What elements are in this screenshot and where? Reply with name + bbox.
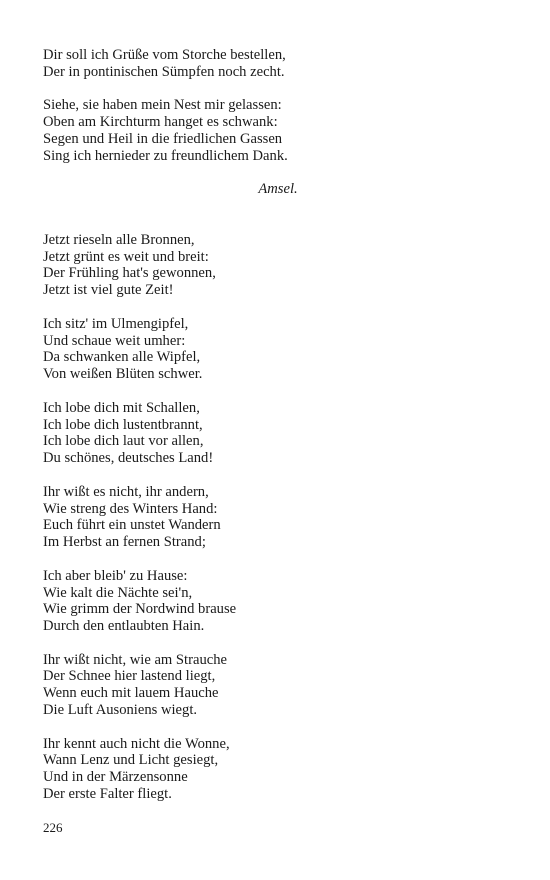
verse-line: Der Frühling hat's gewonnen, <box>43 265 216 282</box>
verse-line: Ihr wißt es nicht, ihr andern, <box>43 483 209 500</box>
stanza <box>43 652 513 719</box>
verse-line: Siehe, sie haben mein Nest mir gelassen: <box>43 97 282 114</box>
verse-line: Von weißen Blüten schwer. <box>43 366 203 383</box>
verse-line: Wie grimm der Nordwind brause <box>43 601 237 618</box>
verse-line: Und schaue weit umher: <box>43 332 186 349</box>
verse-line: Sing ich hernieder zu freundlichem Dank. <box>43 147 288 164</box>
stanza <box>43 568 513 635</box>
verse-line: Ich lobe dich mit Schallen, <box>43 399 200 416</box>
verse-line: Ihr wißt nicht, wie am Strauche <box>43 651 227 668</box>
stanza <box>43 736 513 803</box>
verse-line: Der Schnee hier lastend liegt, <box>43 668 216 685</box>
verse-line: Durch den entlaubten Hain. <box>43 618 205 635</box>
verse-line: Oben am Kirchturm hanget es schwank: <box>43 114 278 131</box>
verse-line: Wie kalt die Nächte sei'n, <box>43 584 193 601</box>
verse-line: Ich lobe dich lustentbrannt, <box>43 416 203 433</box>
verse-line: Der in pontinischen Sümpfen noch zecht. <box>43 63 285 80</box>
poem-heading: Amsel. <box>258 181 298 198</box>
verse-line: Ich aber bleib' zu Hause: <box>43 567 188 584</box>
verse-line: Jetzt grünt es weit und breit: <box>43 248 209 265</box>
verse-line: Und in der Märzensonne <box>43 769 188 786</box>
verse-line: Der erste Falter fliegt. <box>43 786 172 803</box>
verse-line: Euch führt ein unstet Wandern <box>43 517 221 534</box>
verse-line: Jetzt ist viel gute Zeit! <box>43 282 174 299</box>
stanza <box>43 47 513 81</box>
verse-line: Die Luft Ausoniens wiegt. <box>43 702 198 719</box>
verse-line: Da schwanken alle Wipfel, <box>43 349 201 366</box>
stanza <box>43 400 513 467</box>
poem-text <box>43 47 513 820</box>
verse-line: Segen und Heil in die friedlichen Gassen <box>43 130 283 147</box>
stanza <box>43 232 513 299</box>
stanza <box>43 316 513 383</box>
verse-line: Ich lobe dich laut vor allen, <box>43 433 204 450</box>
stanza <box>43 484 513 551</box>
verse-line: Wenn euch mit lauem Hauche <box>43 685 219 702</box>
verse-line: Wann Lenz und Licht gesiegt, <box>43 752 219 769</box>
stanza <box>43 97 513 164</box>
verse-line: Ich sitz' im Ulmengipfel, <box>43 315 189 332</box>
verse-line: Ihr kennt auch nicht die Wonne, <box>43 735 230 752</box>
verse-line: Du schönes, deutsches Land! <box>43 450 214 467</box>
verse-line: Dir soll ich Grüße vom Storche bestellen, <box>43 47 286 63</box>
verse-line: Jetzt rieseln alle Bronnen, <box>43 231 195 248</box>
page-number: 226 <box>43 820 63 835</box>
verse-line: Im Herbst an fernen Strand; <box>43 534 206 551</box>
verse-line: Wie streng des Winters Hand: <box>43 500 218 517</box>
